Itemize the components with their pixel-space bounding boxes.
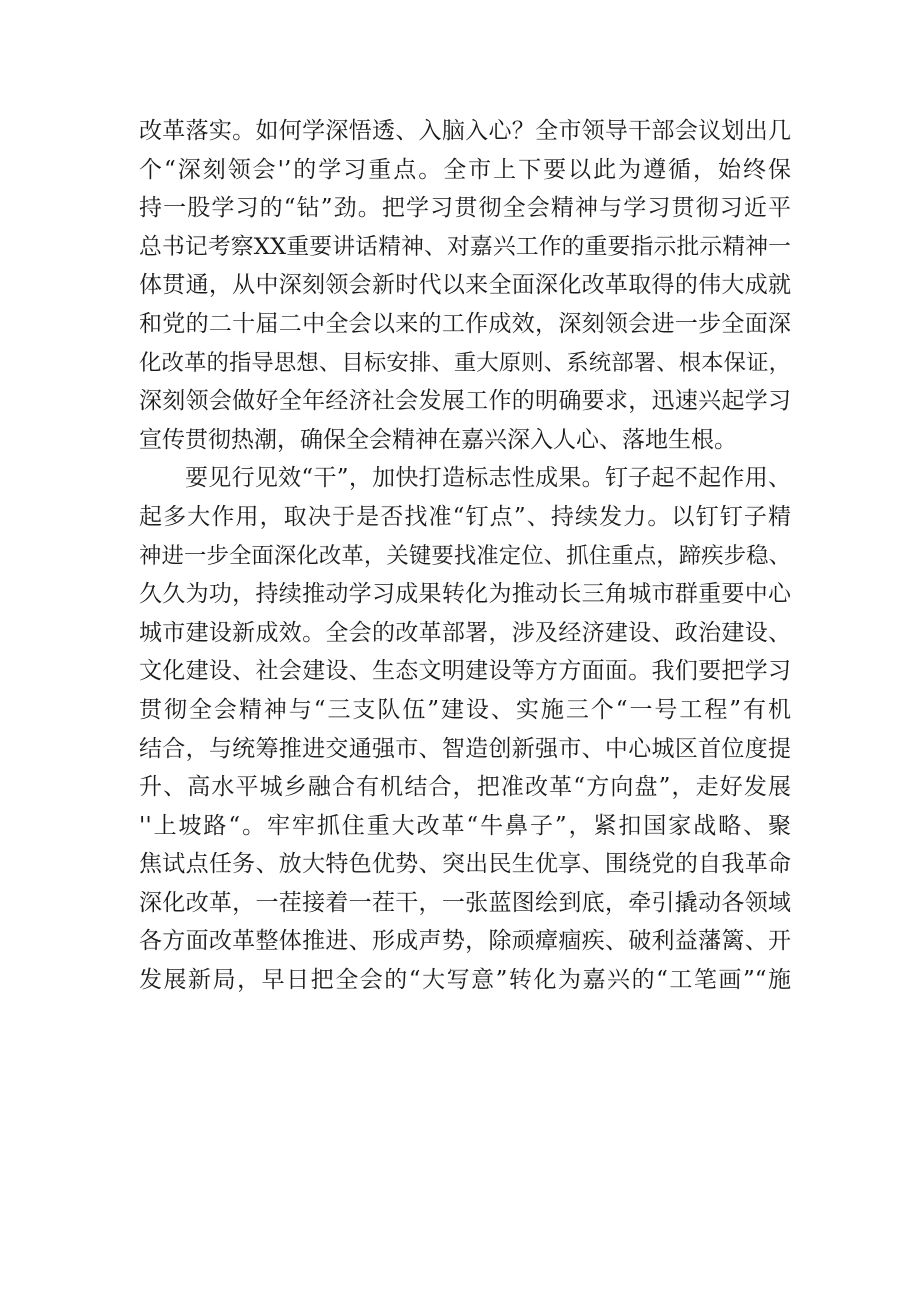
paragraph-1-line-6: 和党的二十届二中全会以来的工作成效，深刻领会进一步全面深 [139, 310, 791, 337]
paragraph-1-line-2: 个“深刻领会'’的学习重点。全市上下要以此为遵循，始终保 [139, 156, 791, 183]
paragraph-2-line-3: 神进一步全面深化改革，关键要找准定位、抓住重点，蹄疾步稳、 [139, 542, 791, 569]
paragraph-2-line-11: 焦试点任务、放大特色优势、突出民生优享、围绕党的自我革命 [139, 851, 791, 878]
paragraph-2-line-6: 文化建设、社会建设、生态文明建设等方方面面。我们要把学习 [139, 658, 791, 685]
paragraph-1-line-7: 化改革的指导思想、目标安排、重大原则、系统部署、根本保证， [139, 349, 791, 376]
paragraph-1-line-8: 深刻领会做好全年经济社会发展工作的明确要求，迅速兴起学习 [139, 388, 791, 415]
paragraph-1-line-3: 持一股学习的“钻”劲。把学习贯彻全会精神与学习贯彻习近平 [139, 195, 791, 222]
paragraph-1-line-4: 总书记考察XX重要讲话精神、对嘉兴工作的重要指示批示精神一 [139, 233, 791, 260]
paragraph-1-line-1: 改革落实。如何学深悟透、入脑入心？全市领导干部会议划出几 [139, 118, 791, 144]
paragraph-2-line-5: 城市建设新成效。全会的改革部署，涉及经济建设、政治建设、 [139, 619, 791, 646]
paragraph-2-line-2: 起多大作用，取决于是否找准“钉点”、持续发力。以钉钉子精 [139, 503, 791, 530]
paragraph-2-line-9: 升、高水平城乡融合有机结合，把准改革“方向盘”，走好发展 [139, 774, 791, 801]
paragraph-2-line-7: 贯彻全会精神与“三支队伍”建设、实施三个“一号工程”有机 [139, 696, 791, 723]
paragraph-2-line-14: 发展新局，早日把全会的“大写意”转化为嘉兴的“工笔画”“施 [139, 967, 791, 994]
paragraph-2-line-13: 各方面改革整体推进、形成声势，除顽瘴痼疾、破利益藩篱、开 [139, 928, 791, 955]
paragraph-1-line-9: 宣传贯彻热潮，确保全会精神在嘉兴深入人心、落地生根。 [139, 426, 737, 453]
paragraph-2-line-4: 久久为功，持续推动学习成果转化为推动长三角城市群重要中心 [139, 581, 791, 608]
document-body [139, 112, 791, 1000]
paragraph-2-line-1: 要见行见效“干”，加快打造标志性成果。钉子起不起作用、 [185, 465, 791, 492]
paragraph-2-line-8: 结合，与统筹推进交通强市、智造创新强市、中心城区首位度提 [139, 735, 791, 762]
paragraph-2-line-10: ''上坡路“。牢牢抓住重大改革“牛鼻子”，紧扣国家战略、聚 [139, 812, 791, 839]
paragraph-1-line-5: 体贯通，从中深刻领会新时代以来全面深化改革取得的伟大成就 [139, 272, 791, 299]
paragraph-2-line-12: 深化改革，一茬接着一茬干，一张蓝图绘到底，牵引撬动各领域 [139, 889, 791, 916]
